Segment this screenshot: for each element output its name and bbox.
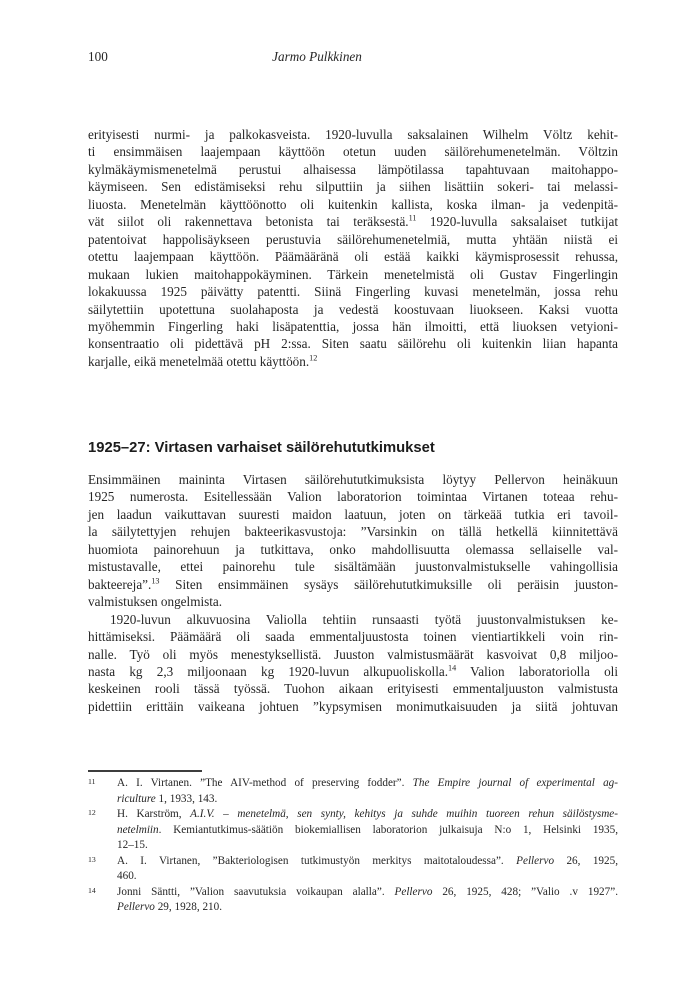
text-line: otettu laajempaan käyttöön. Päämääränä oli estää kaikki käymisprosessit rehussa, (88, 249, 618, 265)
footnote-text (117, 776, 618, 807)
text-line: la säilytettyjen rehujen bakteerikasvustoja: ”Varsinkin on tällä hetkellä kiinnitettävä (88, 524, 618, 540)
text-line: bakteereja”.$^{13}$ Siten ensimmäinen sysäys säilörehututkimuksille oli peräisin juuston- (88, 576, 618, 592)
text-line: nasta kg 2,3 miljoonaan kg 1920-luvun alkupuoliskolla.$^{14}$ Valion laboratoriolla oli (88, 663, 618, 679)
text-line: A. I. Virtanen, ”Bakteriologisen tutkimustyön merkitys maitotaloudessa”. Pellervo 26, 1925, (117, 854, 619, 867)
footnote-number: 11 (88, 777, 96, 786)
text-line: lokakuussa 1925 päivätty patentti. Siinä Fingerling kuvasi menetelmän, jossa rehu (88, 284, 618, 300)
footnote-reference: 12 (309, 353, 318, 363)
footnote-reference: 11 (408, 213, 417, 223)
footnote-text (117, 885, 618, 916)
text-line: konsentraatio oli pidettävä pH 2:ssa. Siten saatu säilörehu oli kuitenkin liian hapanta (88, 336, 618, 352)
text-line: Jonni Säntti, ”Valion saavutuksia voikaupan alalla”. Pellervo 26, 1925, 428; ”Valio .v 1927”. (117, 885, 618, 898)
text-segment: The Empire journal of experimental ag- (412, 777, 618, 789)
text-segment: Pellervo (394, 885, 433, 898)
footnote-number: 12 (88, 808, 96, 818)
footnote-reference: 13 (151, 576, 160, 586)
text-line: mistustavalle, ettei painorehu tule sisältämään juustonvalmistukselle vahingollisia (88, 559, 618, 575)
footnotes (88, 776, 618, 916)
text-line: keskeinen rooli tässä työssä. Tuohon aikaan erityisesti emmentaljuuston valmistusta (88, 681, 618, 697)
footnote (88, 885, 618, 916)
running-header (88, 49, 618, 67)
footnote-number: 13 (88, 854, 96, 864)
footnote-text (117, 854, 618, 885)
section-heading: 1925–27: Virtasen varhaiset säilörehututkimukset (88, 440, 435, 457)
text-line: erityisesti nurmi- ja palkokasveista. 1920-luvulla saksalainen Wilhelm Völtz kehit- (88, 127, 618, 142)
text-line: 1925 numerosta. Esitellessään Valion laboratorion toimintaa Virtanen toteaa rehu- (88, 489, 618, 505)
running-head-author: Jarmo Pulkkinen (272, 49, 362, 64)
text-line: liuosta. Menetelmän käyttöönotto oli kuitenkin kallista, koska ilman- ja vedenpitä- (88, 196, 618, 212)
text-segment: riculture (117, 792, 156, 805)
text-line: valmistuksen ongelmista. (88, 594, 223, 610)
text-line: 12–15. (117, 839, 148, 852)
text-line: 460. (117, 870, 137, 883)
text-segment: netelmiin (117, 823, 159, 836)
page-number: 100 (88, 49, 108, 64)
footnote-reference: 14 (448, 663, 457, 673)
paragraph-valio-cheese (88, 611, 618, 716)
text-line: riculture 1, 1933, 143. (117, 792, 218, 805)
text-line: käymiseen. Sen edistämiseksi rehu silputtiin ja siihen lisättiin sokeri- tai melassi- (88, 179, 618, 195)
footnote-number: 14 (88, 885, 96, 895)
text-line: karjalle, eikä menetelmää otettu käyttöön.$^{12}$ (88, 353, 318, 369)
text-segment: Pellervo (117, 901, 155, 914)
text-line: H. Karström, A.I.V. – menetelmä, sen synty, kehitys ja suhde muihin tuoreen rehun säilöstysme- (117, 808, 618, 821)
text-line: Pellervo 29, 1928, 210. (117, 901, 223, 914)
text-line: jen laadun vaikuttavan suuresti maidon laatuun, joten on tärkeää tutkia eri tavoil- (88, 506, 618, 522)
text-line: kylmäkäymismenetelmä perustui alhaisessa lämpötilassa tapahtuvaan maitohappo- (88, 161, 618, 177)
text-line: patentoivat happolisäykseen perustuvia säilörehumenetelmiä, mutta yhtään niistä ei (88, 231, 618, 247)
footnote (88, 807, 618, 854)
text-line: säilytettiin upotettuna suolahaposta ja vedestä koostuvaan liuokseen. Kaksi vuotta (88, 301, 618, 317)
text-line: nalle. Työ oli myös menestyksellistä. Juuston valmistusmäärät kasvoivat 0,8 miljoo- (88, 646, 618, 662)
footnote (88, 854, 618, 885)
text-line: myöhemmin Fingerling haki lisäpatenttia, jossa hän ilmoitti, että liuoksen vetyioni- (88, 318, 618, 334)
text-line: A. I. Virtanen. ”The AIV-method of preserving fodder”. The Empire journal of experimental ag- (117, 777, 618, 789)
text-segment: A.I.V. – menetelmä, sen synty, kehitys ja suhde muihin tuoreen rehun säilöstysme- (190, 808, 618, 821)
text-line: huomiota painorehuun ja tutkittava, onko mahdollisuutta olemassa sellaiselle val- (88, 541, 618, 557)
text-line: 1920-luvun alkuvuosina Valiolla tehtiin runsaasti työtä juustonvalmistuksen ke- (110, 611, 618, 627)
text-line: mukaan lukien maitohappokäyminen. Tärkein menetelmistä oli Gustav Fingerlingin (88, 266, 618, 282)
text-segment: Pellervo (516, 854, 555, 867)
text-line: hittämiseksi. Päämäärä oli saada emmentaljuustosta toinen vientiartikkeli voin rin- (88, 629, 618, 645)
text-line: Ensimmäinen maininta Virtasen säilörehututkimuksista löytyy Pellervon heinäkuun (88, 472, 618, 487)
text-line: pidettiin erittäin vaikeana johtuen ”kypsymisen monimutkaisuuden ja siitä johtuvan (88, 698, 618, 714)
text-line: vät siilot oli rakennettava betonista tai teräksestä.$^{11}$ 1920-luvulla saksalaiset tutkijat (88, 213, 618, 230)
text-line: ti ensimmäisen laajempaan käyttöön otetun uuden säilörehumenetelmän. Völtzin (88, 144, 618, 160)
footnote-divider (88, 770, 202, 772)
footnote-text (117, 807, 618, 854)
footnote (88, 776, 618, 807)
paragraph-pellervo-1925 (88, 471, 618, 611)
paragraph-silage-history (88, 126, 618, 370)
text-line: netelmiin. Kemiantutkimus-säätiön biokemiallisen laboratorion julkaisuja N:o 1, Helsinki 1935, (117, 823, 618, 836)
